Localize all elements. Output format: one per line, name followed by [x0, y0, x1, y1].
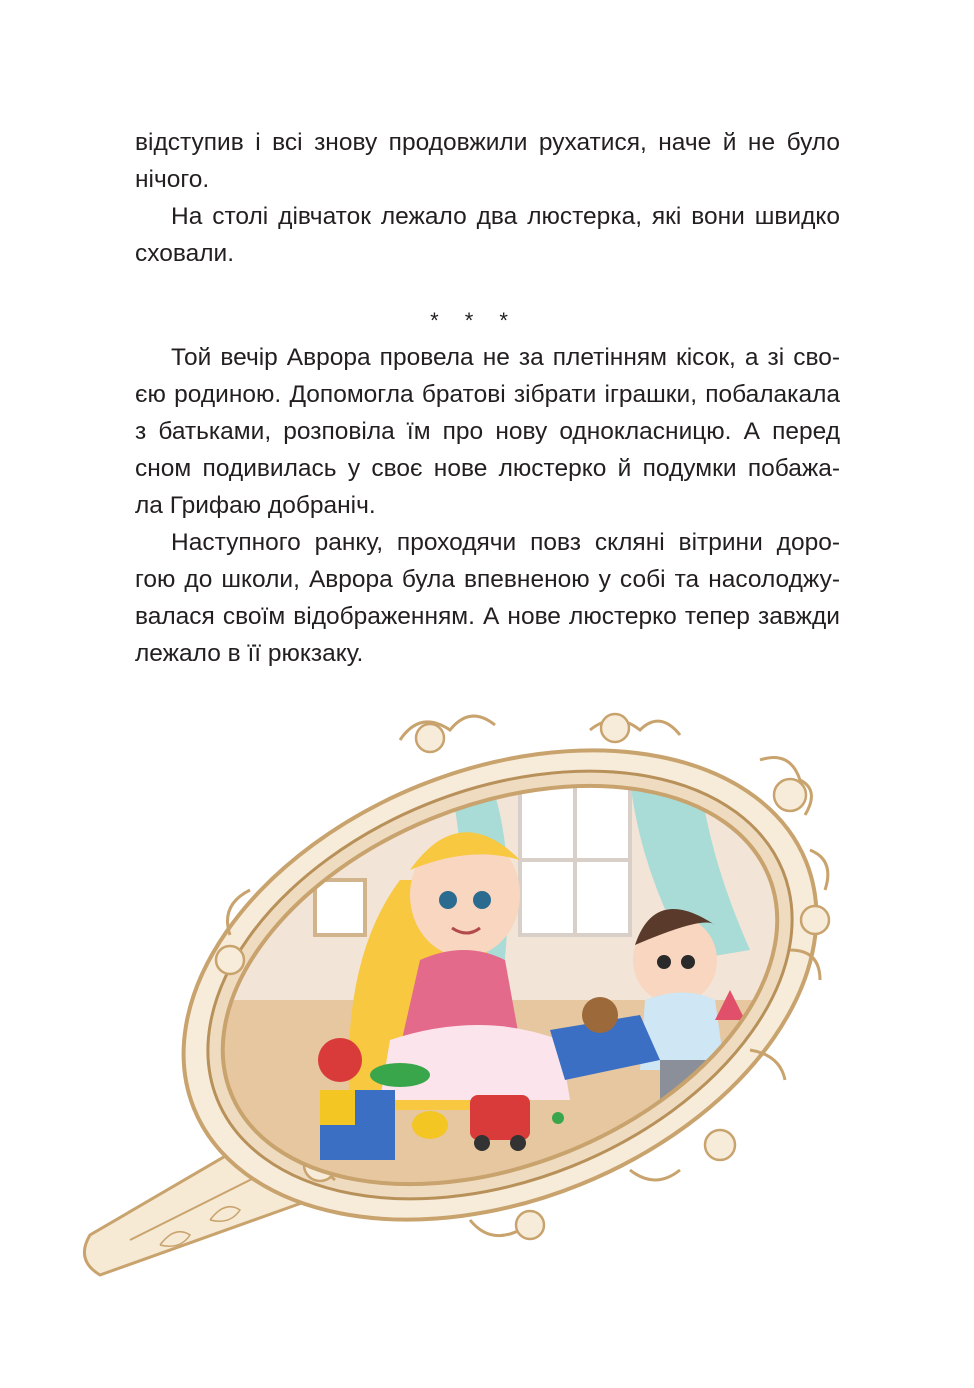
text-line: єю родиною. Допомогла братові зібрати іграшки, побалакала — [135, 381, 840, 408]
text-line: з батьками, розповіла їм про нову однокласницю. А перед — [135, 418, 840, 445]
text-line: лежало в її рюкзаку. — [135, 640, 364, 667]
text-line: Наступного ранку, проходячи повз скляні вітрини доро- — [171, 529, 840, 556]
text-line: Той вечір Аврора провела не за плетінням кісок, а зі сво- — [171, 344, 840, 371]
text-line: нічого. — [135, 166, 210, 193]
page-text — [135, 124, 840, 672]
section-separator: * * * — [430, 308, 518, 333]
text-line: відступив і всі знову продовжили рухатися, наче й не було — [135, 129, 840, 156]
teddy-bear — [582, 997, 618, 1033]
toy-bus — [470, 1095, 530, 1140]
text-line: валася своїм відображенням. А нове люстерко тепер завжди — [135, 603, 840, 630]
text-line: сховали. — [135, 240, 235, 267]
text-line: сном подивилась у своє нове люстерко й подумки побажа- — [135, 455, 840, 482]
text-line: ла Грифаю добраніч. — [135, 492, 376, 519]
text-line: гою до школи, Аврора була впевненою у собі та насолоджу- — [135, 566, 840, 593]
text-line: На столі дівчаток лежало два люстерка, які вони швидко — [171, 203, 840, 230]
ball — [318, 1038, 362, 1082]
mirror-illustration — [70, 700, 850, 1360]
